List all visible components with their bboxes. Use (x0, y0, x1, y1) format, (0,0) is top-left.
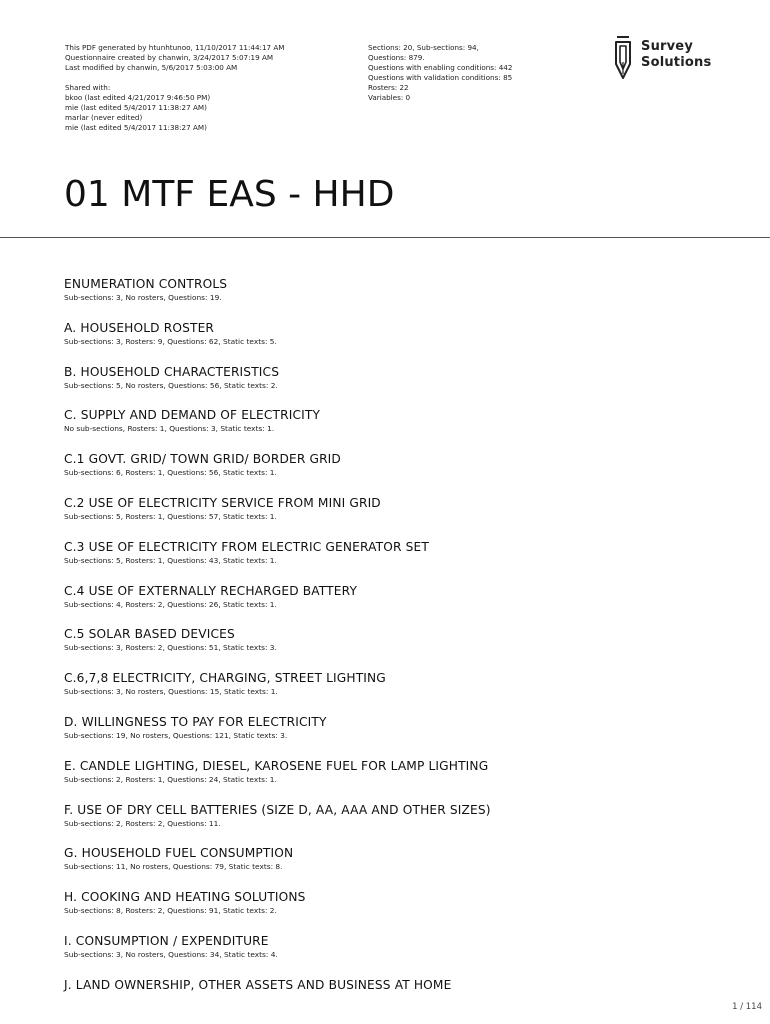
generation-info (65, 43, 355, 133)
section-stats: Sub-sections: 11, No rosters, Questions: 79, Static texts: 8. (64, 862, 283, 872)
section-item (64, 670, 754, 714)
section-item (64, 758, 754, 802)
stat-variables: Variables: 0 (368, 93, 411, 102)
section-stats: Sub-sections: 5, No rosters, Questions: 56, Static texts: 2. (64, 380, 278, 390)
section-name: ENUMERATION CONTROLS (64, 277, 228, 291)
section-stats: Sub-sections: 3, No rosters, Questions: 34, Static texts: 4. (64, 949, 278, 959)
section-item (64, 364, 754, 408)
modified-by: Last modified by chanwin, 5/6/2017 5:03:00 AM (65, 63, 238, 72)
section-name: C.6,7,8 ELECTRICITY, CHARGING, STREET LIGHTING (64, 671, 386, 686)
logo-text-solutions: Solutions (641, 55, 712, 70)
section-name: D. WILLINGNESS TO PAY FOR ELECTRICITY (64, 714, 327, 729)
section-name: J. LAND OWNERSHIP, OTHER ASSETS AND BUSINESS AT HOME (64, 977, 452, 992)
section-stats: Sub-sections: 19, No rosters, Questions: 121, Static texts: 3. (64, 730, 288, 740)
section-stats: Sub-sections: 6, Rosters: 1, Questions: 56, Static texts: 1. (64, 468, 277, 478)
section-stats: Sub-sections: 3, No rosters, Questions: 15, Static texts: 1. (64, 687, 278, 697)
section-name: H. COOKING AND HEATING SOLUTIONS (64, 890, 306, 905)
section-name: G. HOUSEHOLD FUEL CONSUMPTION (64, 846, 294, 861)
shared-user: mie (last edited 5/4/2017 11:38:27 AM) (65, 123, 207, 132)
section-name: C.4 USE OF EXTERNALLY RECHARGED BATTERY (64, 583, 358, 598)
section-item (64, 845, 754, 889)
shared-user: marlar (never edited) (65, 113, 143, 122)
stat-rosters: Rosters: 22 (368, 83, 409, 92)
section-item (64, 583, 754, 627)
section-name: C. SUPPLY AND DEMAND OF ELECTRICITY (64, 408, 321, 423)
section-stats: Sub-sections: 3, Rosters: 9, Questions: 62, Static texts: 5. (64, 336, 277, 346)
section-item (64, 889, 754, 933)
section-name: B. HOUSEHOLD CHARACTERISTICS (64, 364, 280, 379)
stat-questions: Questions: 879. (368, 53, 425, 62)
sections-list (64, 276, 754, 1021)
section-stats: Sub-sections: 2, Rosters: 2, Questions: 11. (64, 818, 221, 828)
section-name: C.1 GOVT. GRID/ TOWN GRID/ BORDER GRID (64, 452, 341, 467)
section-item (64, 320, 754, 364)
section-stats: Sub-sections: 3, No rosters, Questions: 19. (64, 293, 222, 302)
section-item (64, 714, 754, 758)
section-name: I. CONSUMPTION / EXPENDITURE (64, 933, 269, 948)
section-item (64, 407, 754, 451)
generated-by: This PDF generated by htunhtunoo, 11/10/2017 11:44:17 AM (65, 43, 285, 52)
section-item (64, 977, 754, 1021)
shared-with-label: Shared with: (65, 83, 111, 92)
section-name: C.3 USE OF ELECTRICITY FROM ELECTRIC GENERATOR SET (64, 539, 429, 554)
questionnaire-statistics (368, 43, 568, 103)
section-item (64, 933, 754, 977)
title-divider (0, 237, 770, 238)
shared-user: bkoo (last edited 4/21/2017 9:46:50 PM) (65, 93, 211, 102)
document-title: 01 MTF EAS - HHD (64, 174, 395, 215)
created-by: Questionnaire created by chanwin, 3/24/2017 5:07:19 AM (65, 53, 274, 62)
section-stats: Sub-sections: 4, Rosters: 2, Questions: 26, Static texts: 1. (64, 599, 277, 609)
section-item (64, 539, 754, 583)
section-item (64, 802, 754, 846)
stat-sections: Sections: 20, Sub-sections: 94, (368, 43, 479, 52)
stat-validation-conditions: Questions with validation conditions: 85 (368, 73, 513, 82)
section-item (64, 495, 754, 539)
section-name: F. USE OF DRY CELL BATTERIES (SIZE D, AA, AAA AND OTHER SIZES) (64, 802, 491, 817)
survey-solutions-logo (613, 34, 723, 82)
section-stats: Sub-sections: 2, Rosters: 1, Questions: 24, Static texts: 1. (64, 774, 277, 784)
section-item (64, 276, 754, 320)
shared-user: mie (last edited 5/4/2017 11:38:27 AM) (65, 103, 207, 112)
section-stats: Sub-sections: 8, Rosters: 2, Questions: 91, Static texts: 2. (64, 906, 277, 916)
logo-text-survey: Survey (641, 39, 693, 54)
page-number: 1 / 114 (732, 1002, 762, 1012)
section-stats: Sub-sections: 5, Rosters: 1, Questions: 57, Static texts: 1. (64, 511, 277, 521)
section-item (64, 626, 754, 670)
pen-nib-icon (613, 34, 633, 80)
section-stats: No sub-sections, Rosters: 1, Questions: 3, Static texts: 1. (64, 424, 275, 434)
section-stats: Sub-sections: 5, Rosters: 1, Questions: 43, Static texts: 1. (64, 555, 277, 565)
section-name: C.5 SOLAR BASED DEVICES (64, 627, 235, 642)
section-name: E. CANDLE LIGHTING, DIESEL, KAROSENE FUEL FOR LAMP LIGHTING (64, 758, 489, 773)
section-name: A. HOUSEHOLD ROSTER (64, 320, 215, 335)
section-item (64, 451, 754, 495)
section-name: C.2 USE OF ELECTRICITY SERVICE FROM MINI GRID (64, 495, 381, 510)
stat-enabling-conditions: Questions with enabling conditions: 442 (368, 63, 513, 72)
section-stats: Sub-sections: 3, Rosters: 2, Questions: 51, Static texts: 3. (64, 643, 277, 653)
